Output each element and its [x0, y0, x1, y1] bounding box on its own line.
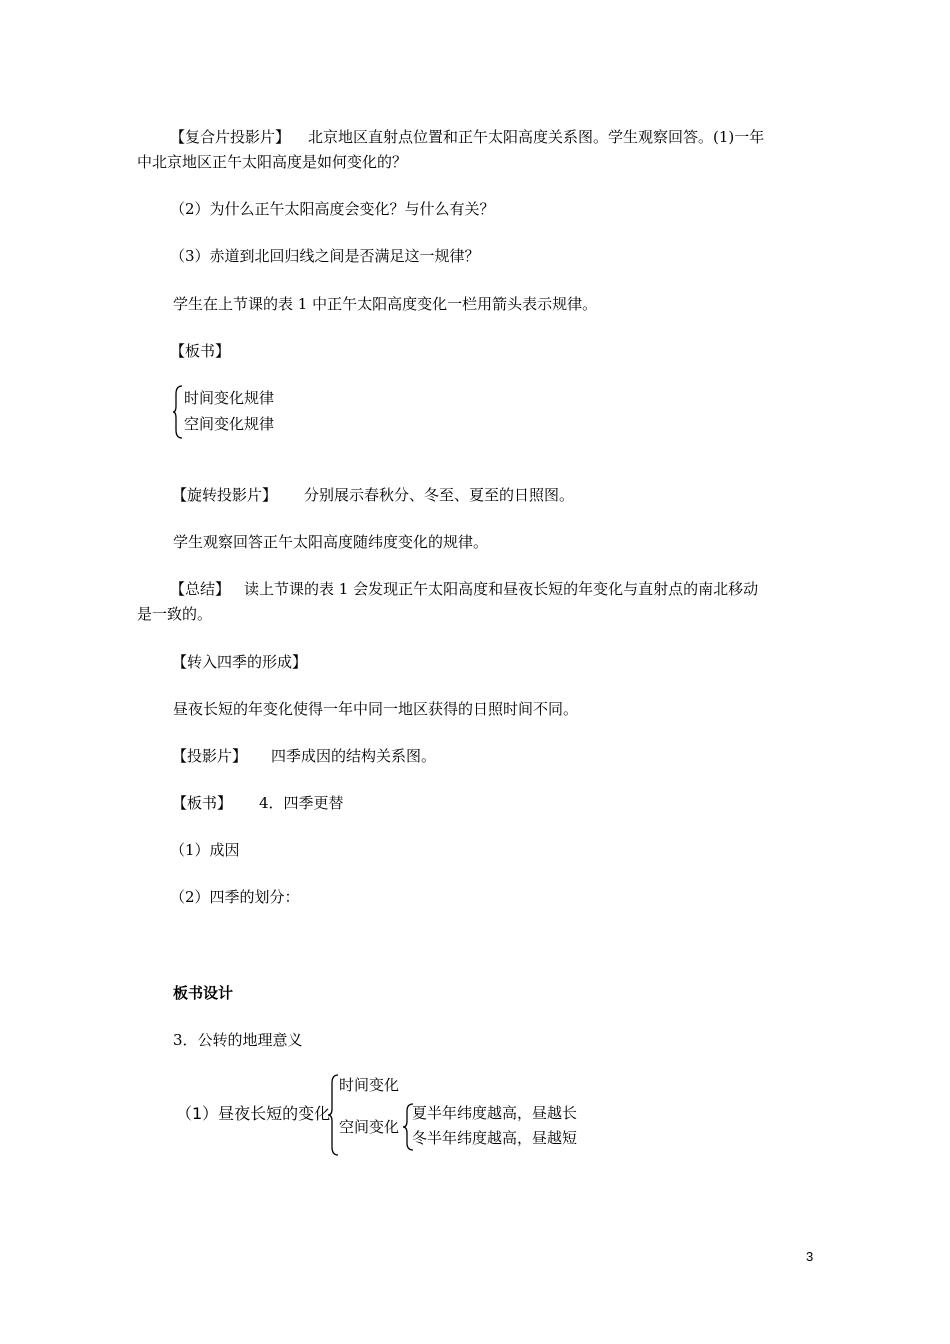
- page-number: 3: [806, 1249, 814, 1264]
- board-seasons-tag: 【板书】: [172, 794, 233, 812]
- board-design-title: 板书设计: [173, 984, 234, 1002]
- summary-text: 读上节课的表 1 会发现正午太阳高度和昼夜长短的年变化与直射点的南北移动: [244, 580, 759, 598]
- slide-text: 四季成因的结构关系图。: [271, 747, 437, 765]
- board-design-heading: 3．公转的地理意义: [173, 1031, 303, 1049]
- board-item-space: 空间变化规律: [184, 415, 275, 433]
- board-tag: 【板书】: [170, 342, 231, 360]
- paragraph-composite-slide: [170, 126, 764, 148]
- paragraph-rotate-slide: [172, 484, 574, 506]
- daylength-label: （1）昼夜长短的变化: [176, 1104, 331, 1123]
- paragraph-summary: [170, 578, 758, 600]
- summary-tag: 【总结】: [170, 580, 231, 598]
- composite-slide-tag: 【复合片投影片】: [170, 128, 291, 146]
- question-3: （3）赤道到北回归线之间是否满足这一规律？: [170, 247, 480, 265]
- paragraph-board-seasons: [172, 792, 344, 814]
- summer-rule: 夏半年纬度越高，昼越长: [412, 1104, 578, 1122]
- rotate-slide-tag: 【旋转投影片】: [172, 486, 278, 504]
- rotate-slide-text: 分别展示春秋分、冬至、夏至的日照图。: [304, 486, 575, 504]
- winter-rule: 冬半年纬度越高，昼越短: [412, 1129, 578, 1147]
- composite-slide-text-continued: 中北京地区正午太阳高度是如何变化的？: [137, 153, 408, 171]
- space-change-label: 空间变化: [339, 1118, 400, 1136]
- division-item: （2）四季的划分：: [170, 888, 300, 906]
- composite-slide-text: 北京地区直射点位置和正午太阳高度关系图。学生观察回答。(1)一年: [308, 128, 765, 146]
- board-seasons-text: 4．四季更替: [259, 794, 344, 812]
- cause-item: （1）成因: [170, 841, 240, 859]
- slide-tag: 【投影片】: [172, 747, 248, 765]
- question-2: （2）为什么正午太阳高度会变化？与什么有关？: [170, 200, 495, 218]
- daynight-paragraph: 昼夜长短的年变化使得一年中同一地区获得的日照时间不同。: [173, 700, 579, 718]
- student-instruction: 学生在上节课的表 1 中正午太阳高度变化一栏用箭头表示规律。: [173, 295, 598, 313]
- transition-heading: 【转入四季的形成】: [172, 653, 308, 671]
- paragraph-slide: [172, 745, 436, 767]
- summary-text-continued: 是一致的。: [137, 605, 213, 623]
- time-change-label: 时间变化: [339, 1076, 400, 1094]
- board-item-time: 时间变化规律: [184, 389, 275, 407]
- student-observation: 学生观察回答正午太阳高度随纬度变化的规律。: [173, 533, 489, 551]
